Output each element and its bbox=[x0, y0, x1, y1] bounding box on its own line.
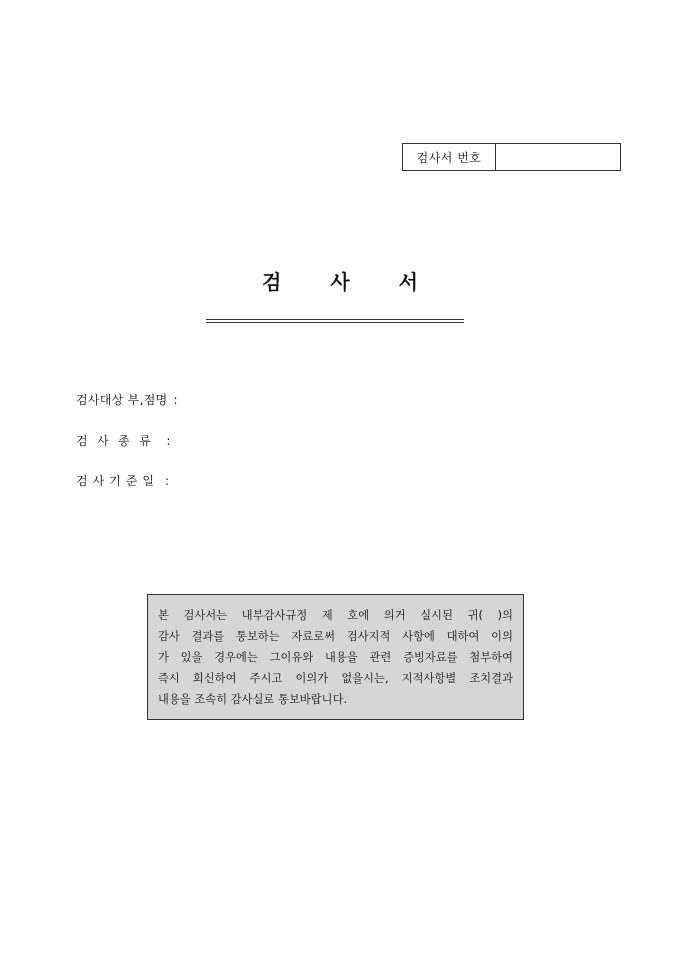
inspection-number-label: 검사서 번호 bbox=[403, 144, 496, 170]
notice-line: 본 검사서는 내부감사규정 제 호에 의거 실시된 귀( )의 bbox=[158, 609, 513, 622]
document-title bbox=[0, 266, 680, 295]
notice-line: 내용을 조속히 감사실로 통보바랍니다. bbox=[158, 693, 348, 706]
title-char: 검 bbox=[262, 270, 282, 294]
title-underline bbox=[206, 319, 464, 320]
field-colon: : bbox=[164, 473, 170, 488]
notice-line: 가 있을 경우에는 그이유와 내용을 관련 증빙자료를 첨부하여 bbox=[158, 651, 513, 664]
field-inspection-type bbox=[76, 432, 378, 449]
notice-line: 즉시 회신하여 주시고 이의가 없을시는, 지적사항별 조치결과 bbox=[158, 672, 513, 685]
field-reference-date bbox=[76, 472, 377, 489]
field-label: 검사종류 bbox=[76, 434, 161, 448]
inspection-number-box bbox=[402, 143, 621, 171]
field-label: 검사대상 부,점명 bbox=[76, 393, 168, 407]
title-underline-second bbox=[206, 322, 464, 323]
field-target-department bbox=[76, 391, 386, 408]
notice-box bbox=[147, 594, 524, 720]
field-colon: : bbox=[166, 433, 171, 448]
notice-line: 감사 결과를 통보하는 자료로써 검사지적 사항에 대하여 이의 bbox=[158, 630, 513, 643]
field-label: 검사기준일 bbox=[76, 474, 159, 488]
inspection-number-value bbox=[496, 144, 620, 170]
title-char: 사 bbox=[330, 270, 350, 294]
field-colon: : bbox=[173, 392, 178, 407]
title-char: 서 bbox=[398, 270, 418, 294]
